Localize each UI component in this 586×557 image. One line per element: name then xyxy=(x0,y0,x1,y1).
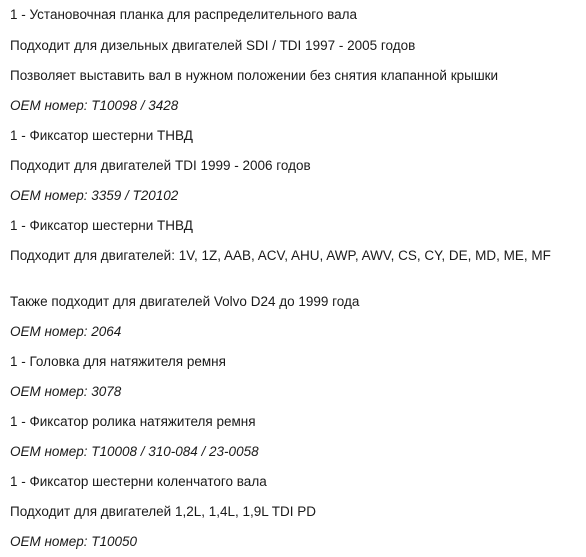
compatibility-text: Подходит для двигателей: 1V, 1Z, AAB, ACV, AHU, AWP, AWV, CS, CY, DE, MD, ME, MF xyxy=(10,248,551,263)
item-title: 1 - Фиксатор шестерни ТНВД xyxy=(10,218,193,233)
item-title: 1 - Фиксатор шестерни коленчатого вала xyxy=(10,474,267,489)
item-title: 1 - Фиксатор ролика натяжителя ремня xyxy=(10,414,256,429)
compatibility-text: Также подходит для двигателей Volvo D24 до 1999 года xyxy=(10,294,360,309)
item-title: 1 - Фиксатор шестерни ТНВД xyxy=(10,128,193,143)
oem-number: OEM номер: 3359 / T20102 xyxy=(10,188,179,203)
compatibility-text: Подходит для двигателей TDI 1999 - 2006 годов xyxy=(10,158,311,173)
oem-number: OEM номер: T10050 xyxy=(10,534,137,549)
oem-number: OEM номер: 2064 xyxy=(10,324,122,339)
feature-text: Позволяет выставить вал в нужном положении без снятия клапанной крышки xyxy=(10,68,499,83)
item-title: 1 - Установочная планка для распределительного вала xyxy=(10,7,358,22)
oem-number: OEM номер: T10008 / 310-084 / 23-0058 xyxy=(10,444,259,459)
oem-number: OEM номер: T10098 / 3428 xyxy=(10,98,179,113)
oem-number: OEM номер: 3078 xyxy=(10,384,122,399)
compatibility-text: Подходит для дизельных двигателей SDI / TDI 1997 - 2005 годов xyxy=(10,38,416,53)
compatibility-text: Подходит для двигателей 1,2L, 1,4L, 1,9L TDI PD xyxy=(10,504,317,519)
item-title: 1 - Головка для натяжителя ремня xyxy=(10,354,226,369)
